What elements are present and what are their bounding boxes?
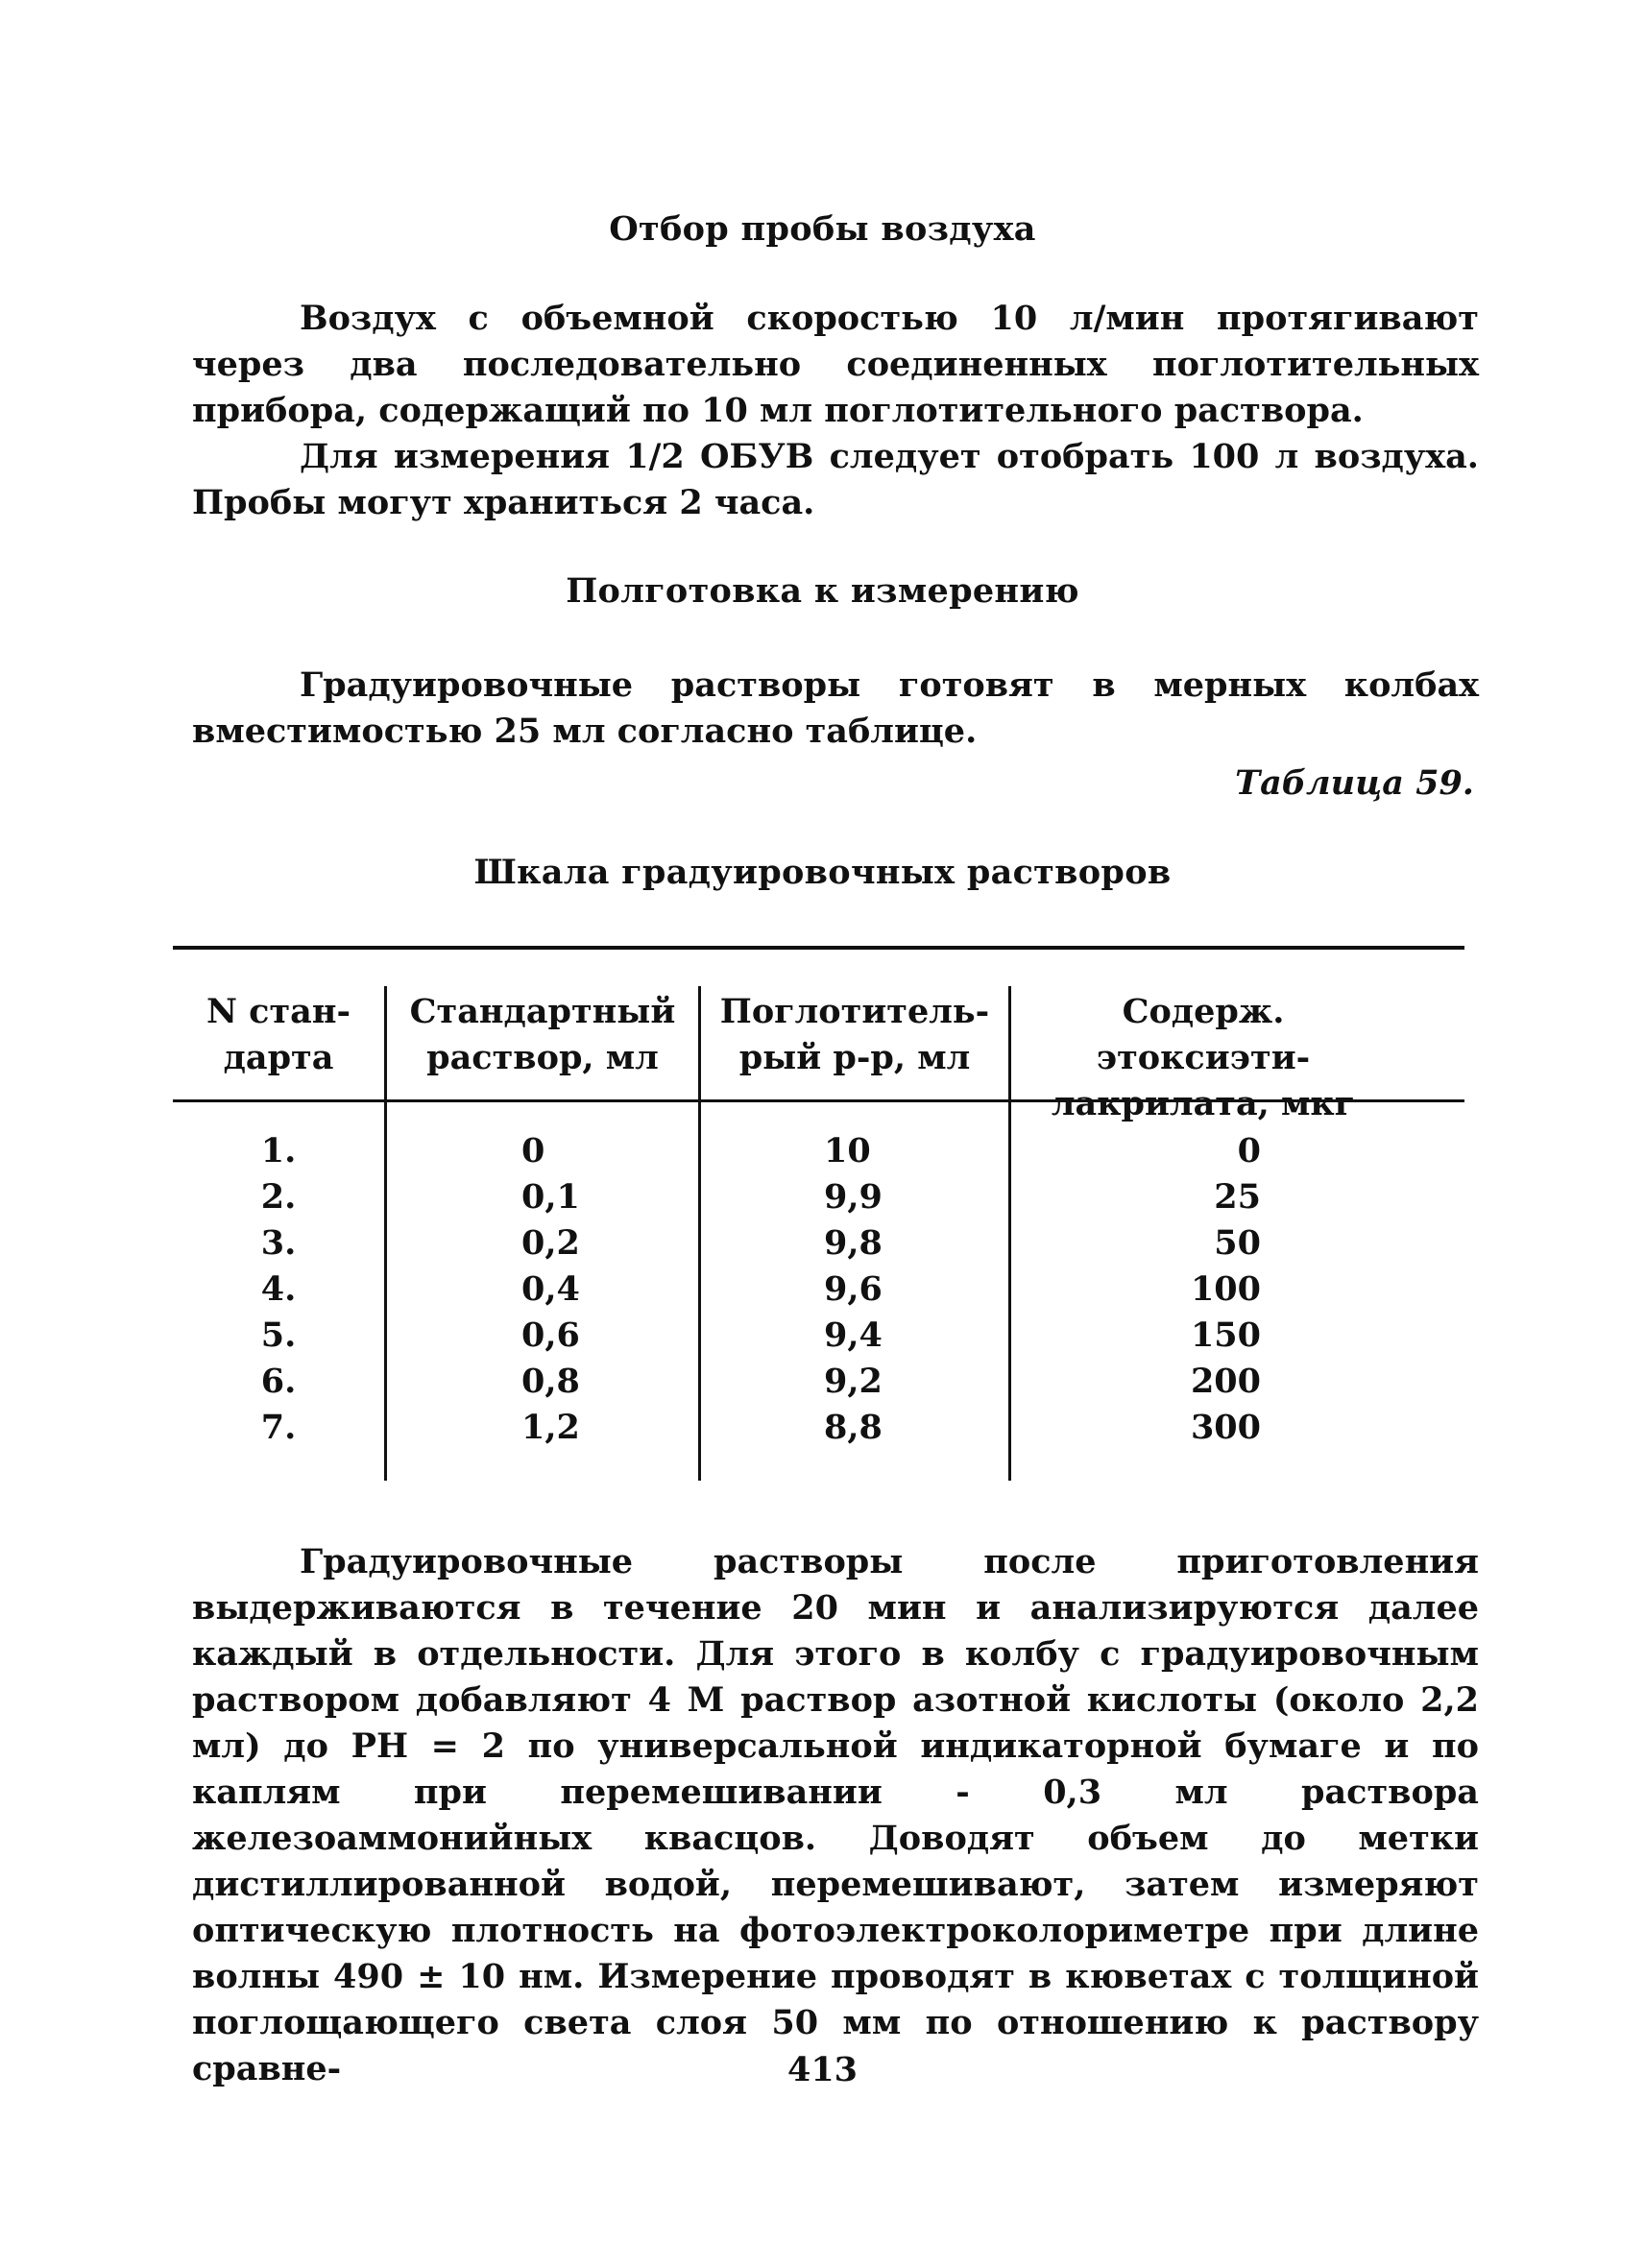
page-number: 413 bbox=[786, 2050, 859, 2089]
table-cell: 0 bbox=[1237, 1131, 1261, 1170]
table-cell: 5. bbox=[260, 1315, 297, 1355]
header-standard-number-label: N стан- дарта bbox=[206, 992, 351, 1077]
table-cell: 300 bbox=[1190, 1408, 1261, 1447]
table-cell: 3. bbox=[260, 1223, 297, 1263]
table-label: Таблица 59. bbox=[1235, 763, 1474, 803]
table-cell: 9,4 bbox=[824, 1315, 883, 1355]
header-absorption-solution bbox=[701, 989, 1008, 1081]
table-cell: 200 bbox=[1190, 1362, 1261, 1401]
table-cell: 8,8 bbox=[824, 1408, 883, 1447]
paragraph-sample-volume: Для измерения 1/2 ОБУВ следует отобрать 100 л воздуха. Пробы могут храниться 2 часа. bbox=[192, 437, 1479, 522]
table-cell: 25 bbox=[1214, 1177, 1261, 1217]
table-cell: 1,2 bbox=[521, 1408, 580, 1447]
header-content-label: Содерж. этоксиэти- лакрилата, мкг bbox=[1051, 992, 1356, 1123]
table-cell: 0,8 bbox=[521, 1362, 580, 1401]
column-content bbox=[1011, 1128, 1261, 1451]
table-top-rule bbox=[173, 946, 1464, 950]
column-standard-solution bbox=[387, 1128, 698, 1451]
column-standard-number bbox=[173, 1128, 384, 1451]
table-cell: 1. bbox=[260, 1131, 297, 1170]
table-cell: 9,8 bbox=[824, 1223, 883, 1263]
table-cell: 6. bbox=[260, 1362, 297, 1401]
paragraph-air-flow: Воздух с объемной скоростью 10 л/мин протягивают через два последовательно соединенных поглотительных прибора, содержащий по 10 мл поглотительного раствора. bbox=[192, 299, 1479, 430]
table-cell: 9,9 bbox=[824, 1177, 883, 1217]
table-cell: 9,2 bbox=[824, 1362, 883, 1401]
paragraph-calibration-procedure: Градуировочные растворы после приготовления выдерживаются в течение 20 мин и анализируются далее каждый в отдельности. Для этого в колбу с градуировочным раствором добавляют 4 М раствор азотной кислоты (около 2,2 мл) до РН = 2 по универсальной индикаторной бумаге и по каплям при перемешивании - 0,3 мл раствора железоаммонийных квасцов. Доводят объем до метки дистиллированной водой, перемешивают, затем измеряют оптическую плотность на фотоэлектроколориметре при длине волны 490 ± 10 нм. Измерение проводят в кюветах с толщиной поглощающего света слоя 50 мм по отношению к раствору сравне- bbox=[192, 1542, 1479, 2088]
table-cell: 150 bbox=[1190, 1315, 1261, 1355]
table-cell: 100 bbox=[1190, 1269, 1261, 1309]
table-cell: 0,4 bbox=[521, 1269, 580, 1309]
paragraph-calibration-solutions: Градуировочные растворы готовят в мерных колбах вместимостью 25 мл согласно таблице. bbox=[192, 665, 1479, 751]
table-cell: 0,2 bbox=[521, 1223, 580, 1263]
header-standard-solution-label: Стандартный раствор, мл bbox=[409, 992, 676, 1077]
section-title-air-sampling: Отбор пробы воздуха bbox=[609, 209, 1036, 249]
table-title: Шкала градуировочных растворов bbox=[473, 853, 1172, 892]
table-cell: 4. bbox=[260, 1269, 297, 1309]
header-standard-number bbox=[173, 989, 384, 1081]
table-cell: 10 bbox=[824, 1131, 871, 1170]
table-cell: 0,6 bbox=[521, 1315, 580, 1355]
section-title-preparation: Полготовка к измерению bbox=[566, 571, 1079, 611]
table-cell: 0,1 bbox=[521, 1177, 580, 1217]
table-cell: 50 bbox=[1214, 1223, 1261, 1263]
column-absorption-solution bbox=[701, 1128, 1008, 1451]
table-cell: 9,6 bbox=[824, 1269, 883, 1309]
table-cell: 2. bbox=[260, 1177, 297, 1217]
table-cell: 7. bbox=[260, 1408, 297, 1447]
header-standard-solution bbox=[387, 989, 698, 1081]
header-content bbox=[1011, 989, 1395, 1127]
header-absorption-solution-label: Поглотитель- рый р-р, мл bbox=[719, 992, 990, 1077]
table-cell: 0 bbox=[521, 1131, 545, 1170]
